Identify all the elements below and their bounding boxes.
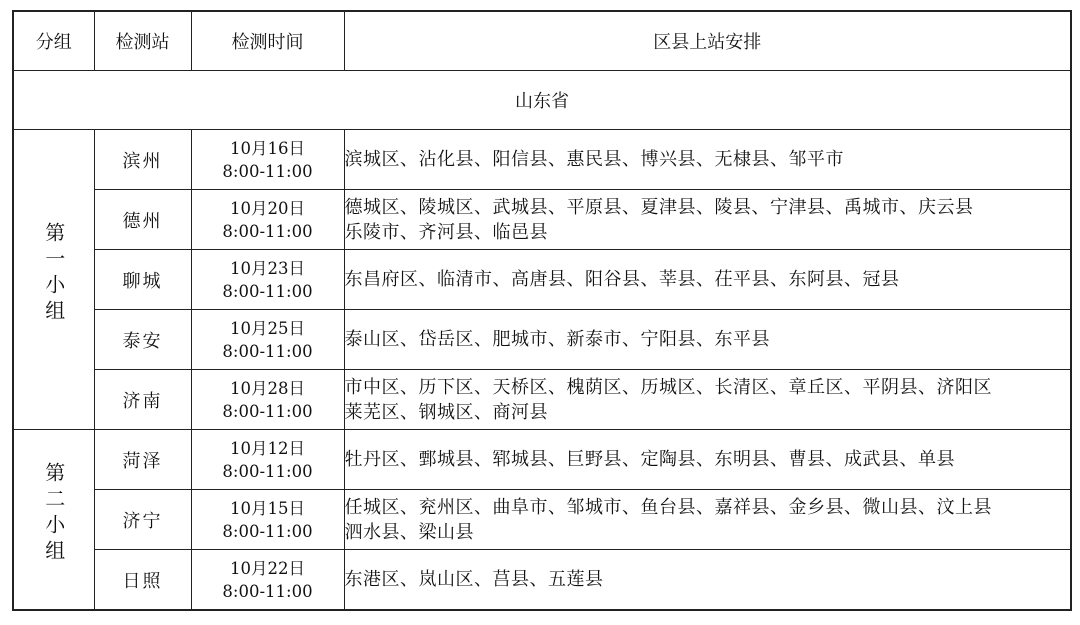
districts-cell xyxy=(344,490,1071,550)
group-label: 第二小组 xyxy=(41,461,66,566)
province-row xyxy=(13,71,1071,130)
header-group: 分组 xyxy=(13,11,94,71)
schedule-table xyxy=(12,10,1072,611)
date-text: 10月12日 xyxy=(230,438,305,458)
date-text: 10月28日 xyxy=(230,378,305,398)
date-text: 10月23日 xyxy=(230,258,305,278)
province-title: 山东省 xyxy=(13,71,1071,130)
table-row xyxy=(13,250,1071,310)
districts-line-1: 东昌府区、临清市、高唐县、阳谷县、莘县、茌平县、东阿县、冠县 xyxy=(344,269,900,290)
hours-text: 8:00-11:00 xyxy=(222,401,313,421)
districts-cell xyxy=(344,130,1071,190)
hours-text: 8:00-11:00 xyxy=(222,221,313,241)
date-text: 10月16日 xyxy=(230,138,305,158)
time-cell xyxy=(191,190,344,250)
group-cell-2 xyxy=(13,430,94,611)
table-row xyxy=(13,130,1071,190)
time-cell xyxy=(191,250,344,310)
table-row xyxy=(13,490,1071,550)
districts-line-1: 滨城区、沾化县、阳信县、惠民县、博兴县、无棣县、邹平市 xyxy=(344,149,844,170)
time-cell xyxy=(191,310,344,370)
station-cell: 菏泽 xyxy=(94,430,191,490)
districts-line-1: 牡丹区、鄄城县、郓城县、巨野县、定陶县、东明县、曹县、成武县、单县 xyxy=(344,449,955,470)
group-label: 第一小组 xyxy=(41,221,66,326)
time-cell xyxy=(191,490,344,550)
table-row xyxy=(13,550,1071,611)
time-cell xyxy=(191,370,344,430)
districts-line-2: 泗水县、梁山县 xyxy=(344,521,474,543)
header-station: 检测站 xyxy=(94,11,191,71)
hours-text: 8:00-11:00 xyxy=(222,521,313,541)
districts-cell xyxy=(344,310,1071,370)
hours-text: 8:00-11:00 xyxy=(222,341,313,361)
table-row xyxy=(13,370,1071,430)
table-row xyxy=(13,190,1071,250)
districts-line-2: 莱芜区、钢城区、商河县 xyxy=(344,401,548,423)
station-cell: 济宁 xyxy=(94,490,191,550)
group-cell-1 xyxy=(13,130,94,430)
date-text: 10月15日 xyxy=(230,498,305,518)
table-row xyxy=(13,430,1071,490)
districts-cell xyxy=(344,430,1071,490)
districts-cell xyxy=(344,190,1071,250)
header-districts: 区县上站安排 xyxy=(344,11,1071,71)
districts-cell xyxy=(344,370,1071,430)
districts-cell xyxy=(344,250,1071,310)
station-cell: 滨州 xyxy=(94,130,191,190)
date-text: 10月25日 xyxy=(230,318,305,338)
hours-text: 8:00-11:00 xyxy=(222,461,313,481)
districts-cell xyxy=(344,550,1071,611)
districts-line-1: 泰山区、岱岳区、肥城市、新泰市、宁阳县、东平县 xyxy=(344,329,770,350)
station-cell: 德州 xyxy=(94,190,191,250)
districts-line-2: 乐陵市、齐河县、临邑县 xyxy=(344,221,548,243)
time-cell xyxy=(191,130,344,190)
hours-text: 8:00-11:00 xyxy=(222,161,313,181)
header-time: 检测时间 xyxy=(191,11,344,71)
date-text: 10月22日 xyxy=(230,558,305,578)
districts-line-1: 任城区、兖州区、曲阜市、邹城市、鱼台县、嘉祥县、金乡县、微山县、汶上县 xyxy=(344,496,992,518)
districts-line-1: 德城区、陵城区、武城县、平原县、夏津县、陵县、宁津县、禹城市、庆云县 xyxy=(344,196,974,218)
station-cell: 济南 xyxy=(94,370,191,430)
hours-text: 8:00-11:00 xyxy=(222,581,313,601)
header-row xyxy=(13,11,1071,71)
districts-line-1: 东港区、岚山区、莒县、五莲县 xyxy=(344,569,604,590)
station-cell: 聊城 xyxy=(94,250,191,310)
station-cell: 泰安 xyxy=(94,310,191,370)
districts-line-1: 市中区、历下区、天桥区、槐荫区、历城区、长清区、章丘区、平阴县、济阳区 xyxy=(344,376,992,398)
time-cell xyxy=(191,430,344,490)
hours-text: 8:00-11:00 xyxy=(222,281,313,301)
table-row xyxy=(13,310,1071,370)
station-cell: 日照 xyxy=(94,550,191,611)
date-text: 10月20日 xyxy=(230,198,305,218)
time-cell xyxy=(191,550,344,611)
